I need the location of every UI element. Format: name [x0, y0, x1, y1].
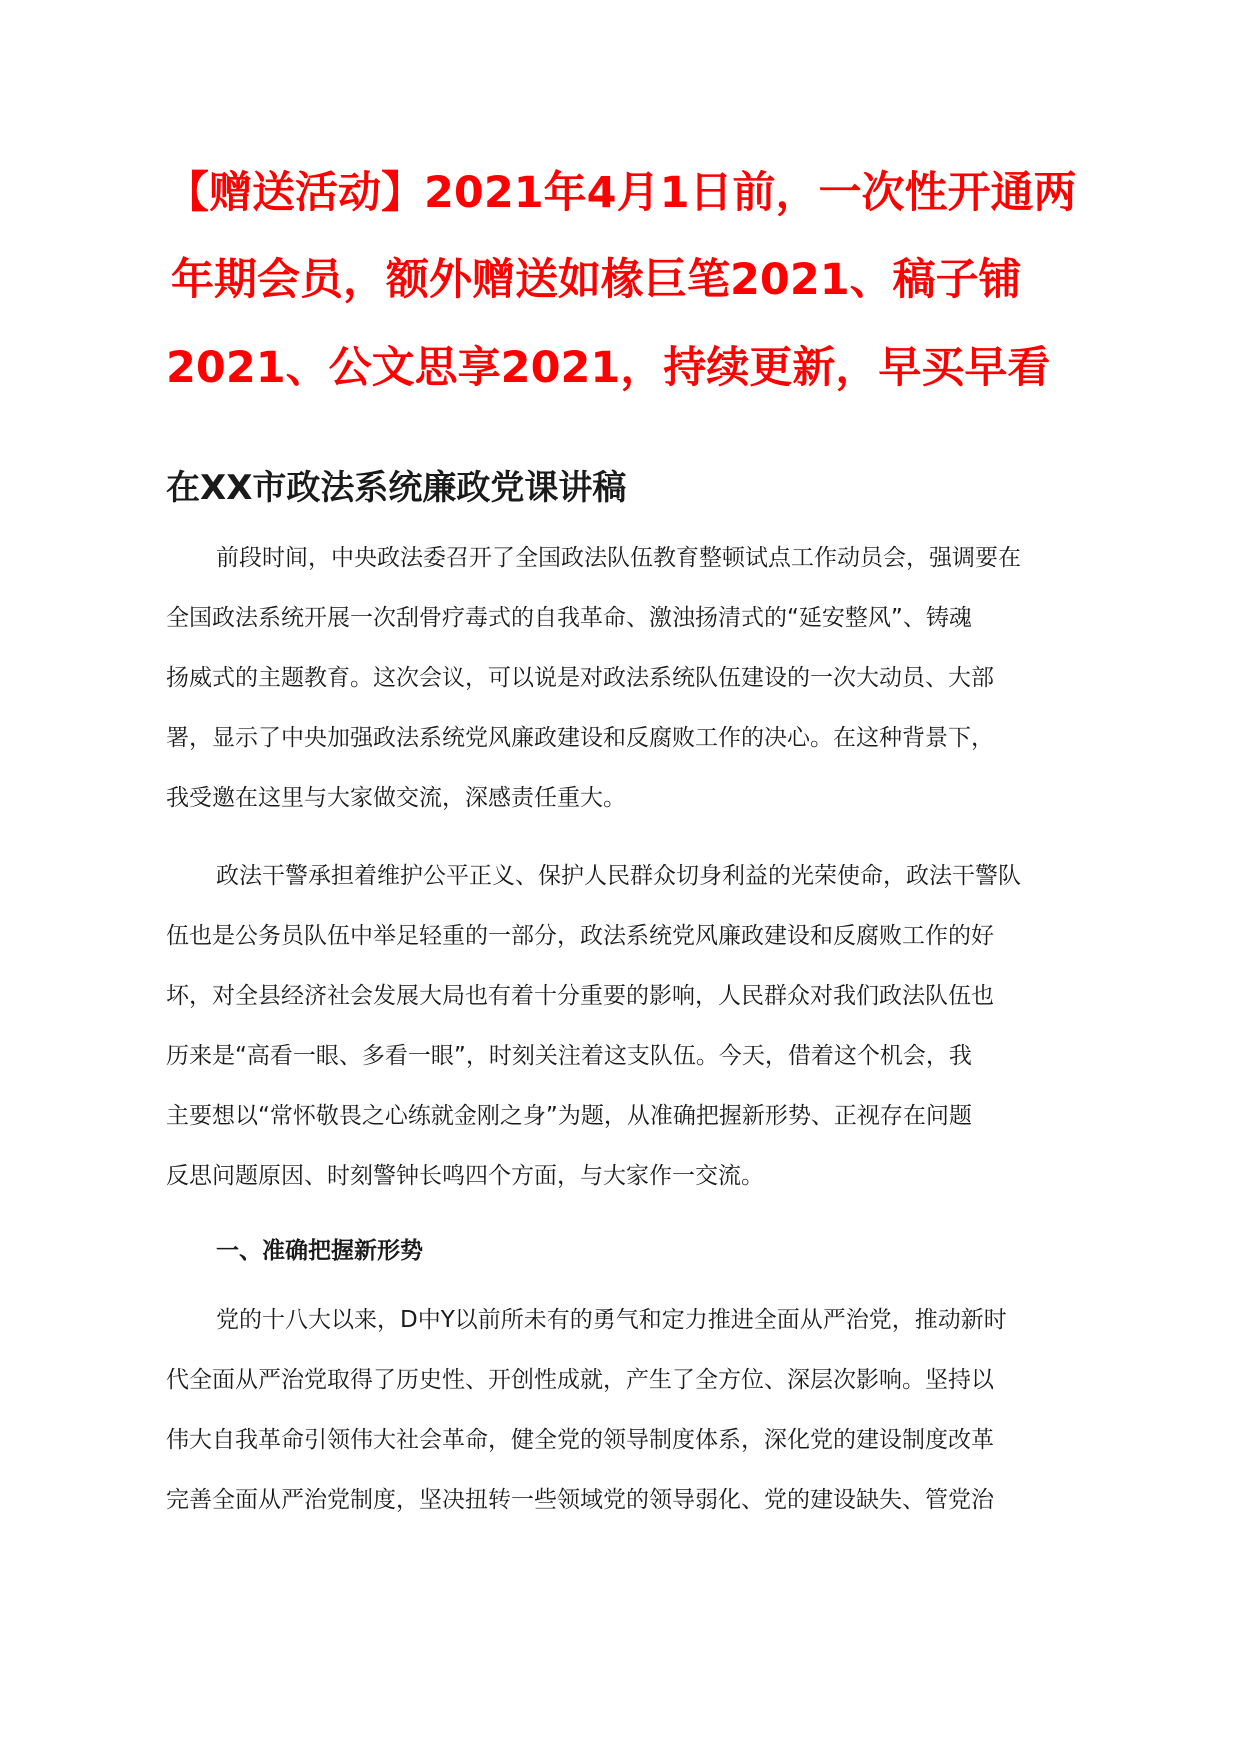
text-line: 主要想以“常怀敬畏之心练就金刚之身”为题，从准确把握新形势、正视存在问题: [166, 1103, 972, 1129]
text-line: 代全面从严治党取得了历史性、开创性成就，产生了全方位、深层次影响。坚持以: [166, 1367, 994, 1393]
paragraph-mission: [166, 846, 1126, 1206]
text-line: 前段时间，中央政法委召开了全国政法队伍教育整顿试点工作动员会，强调要在: [216, 545, 1021, 571]
text-line: 政法干警承担着维护公平正义、保护人民群众切身利益的光荣使命，政法干警队: [216, 863, 1021, 889]
document-title: 在XX市政法系统廉政党课讲稿: [166, 468, 627, 508]
text-line: 党的十八大以来，D中Y以前所未有的勇气和定力推进全面从严治党，推动新时: [216, 1307, 1007, 1333]
promo-line: 2021、公文思享2021，持续更新，早买早看: [166, 343, 1051, 393]
text-line: 历来是“高看一眼、多看一眼”，时刻关注着这支队伍。今天，借着这个机会，我: [166, 1043, 972, 1069]
text-line: 伍也是公务员队伍中举足轻重的一部分，政法系统党风廉政建设和反腐败工作的好: [166, 923, 994, 949]
text-line: 完善全面从严治党制度，坚决扭转一些领域党的领导弱化、党的建设缺失、管党治: [166, 1487, 994, 1513]
text-line: 扬威式的主题教育。这次会议，可以说是对政法系统队伍建设的一次大动员、大部: [166, 665, 994, 691]
text-line: 署，显示了中央加强政法系统党风廉政建设和反腐败工作的决心。在这种背景下，: [166, 725, 994, 751]
text-line: 伟大自我革命引领伟大社会革命，健全党的领导制度体系，深化党的建设制度改革: [166, 1427, 994, 1453]
text-line: 反思问题原因、时刻警钟长鸣四个方面，与大家作一交流。: [166, 1163, 764, 1189]
text-line: 坏，对全县经济社会发展大局也有着十分重要的影响，人民群众对我们政法队伍也: [166, 983, 994, 1009]
paragraph-situation: [166, 1290, 1126, 1530]
paragraph-intro: [166, 528, 1126, 828]
text-line: 我受邀在这里与大家做交流，深感责任重大。: [166, 785, 626, 811]
promo-line: 年期会员，额外赠送如椽巨笔2021、稿子铺: [171, 255, 1022, 305]
promo-line: 【赠送活动】2021年4月1日前，一次性开通两: [166, 168, 1077, 218]
promo-banner: [166, 162, 1126, 399]
text-line: 全国政法系统开展一次刮骨疗毒式的自我革命、激浊扬清式的“延安整风”、铸魂: [166, 605, 972, 631]
section-heading: 一、准确把握新形势: [216, 1238, 423, 1264]
